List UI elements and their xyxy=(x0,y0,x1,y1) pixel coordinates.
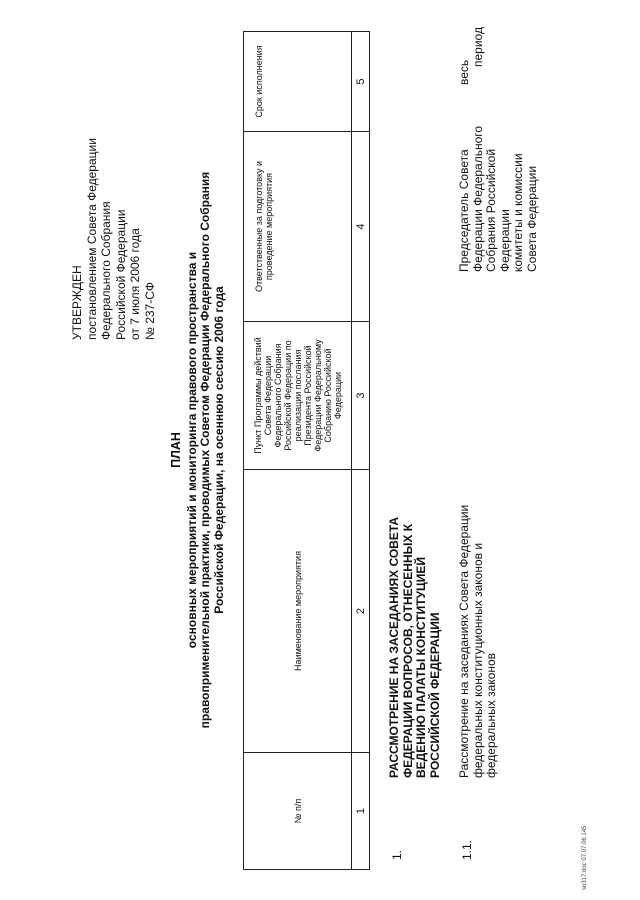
responsible-line: Собрания Российской xyxy=(484,148,498,272)
column-number-cell: 5 xyxy=(352,32,370,132)
item-number: 1.1. xyxy=(460,839,474,860)
header-cell-deadline: Срок исполнения xyxy=(244,32,352,132)
approval-line: Федерального Собрания xyxy=(99,201,113,340)
approval-line: УТВЕРЖДЕН xyxy=(70,265,84,340)
responsible-line: комитеты и комиссии xyxy=(511,153,525,272)
column-number-cell: 4 xyxy=(352,132,370,322)
column-number-cell: 1 xyxy=(352,753,370,870)
approval-line: постановлением Совета Федерации xyxy=(84,138,99,340)
approval-stamp xyxy=(70,40,157,340)
approval-line: № 237-СФ xyxy=(142,281,157,340)
header-cell-number: № п/п xyxy=(244,753,352,870)
title-line: Российской Федерации, на осеннюю сессию 2006 года xyxy=(211,286,226,614)
table-header-row xyxy=(244,32,352,870)
plan-sections xyxy=(360,0,620,900)
responsible-line: Председатель Совета xyxy=(457,149,471,272)
title-line: основных мероприятий и мониторинга правового пространства и xyxy=(184,251,199,649)
title-line: правоприменительной практики, проводимых Советом Федерации Федерального Собрания xyxy=(198,171,212,729)
item-deadline xyxy=(458,15,485,85)
item-responsible xyxy=(458,82,539,272)
header-cell-program-item: Пункт Программы действий Совета Федерации Федерального Собрания Российской Федерации по реализации послания Президента Российской Федерации Федеральному Собранию Российской Федерации xyxy=(244,322,352,470)
deadline-line: период xyxy=(470,27,485,67)
column-number-cell: 2 xyxy=(352,470,370,753)
approval-line: Российской Федерации xyxy=(113,209,128,340)
deadline-line: весь xyxy=(457,59,471,85)
responsible-line: Федерации xyxy=(497,209,512,272)
item-text: Рассмотрение на заседаниях Совета Федерации федеральных конституционных законов и федеральных законов xyxy=(457,504,498,778)
responsible-line: Совета Федерации xyxy=(524,165,539,272)
header-cell-name: Наименование мероприятия xyxy=(244,470,352,753)
file-id-footer: sn317.doc 07.07.06 145 xyxy=(582,825,588,890)
plan-table xyxy=(243,31,370,870)
approval-line: от 7 июля 2006 года xyxy=(128,228,142,340)
title-heading: ПЛАН xyxy=(169,432,183,468)
section-number: 1. xyxy=(390,849,404,860)
document-title xyxy=(170,40,226,860)
section-title: РАССМОТРЕНИЕ НА ЗАСЕДАНИЯХ СОВЕТА ФЕДЕРАЦИИ ВОПРОСОВ, ОТНЕСЕННЫХ К ВЕДЕНИЮ ПАЛАТЫ КОНСТИТУЦИЕЙ РОССИЙСКОЙ ФЕДЕРАЦИИ xyxy=(387,516,442,778)
column-number-cell: 3 xyxy=(352,322,370,470)
responsible-line: Федерации Федерального xyxy=(470,125,485,272)
header-cell-responsible: Ответственные за подготовку и проведение мероприятия xyxy=(244,132,352,322)
